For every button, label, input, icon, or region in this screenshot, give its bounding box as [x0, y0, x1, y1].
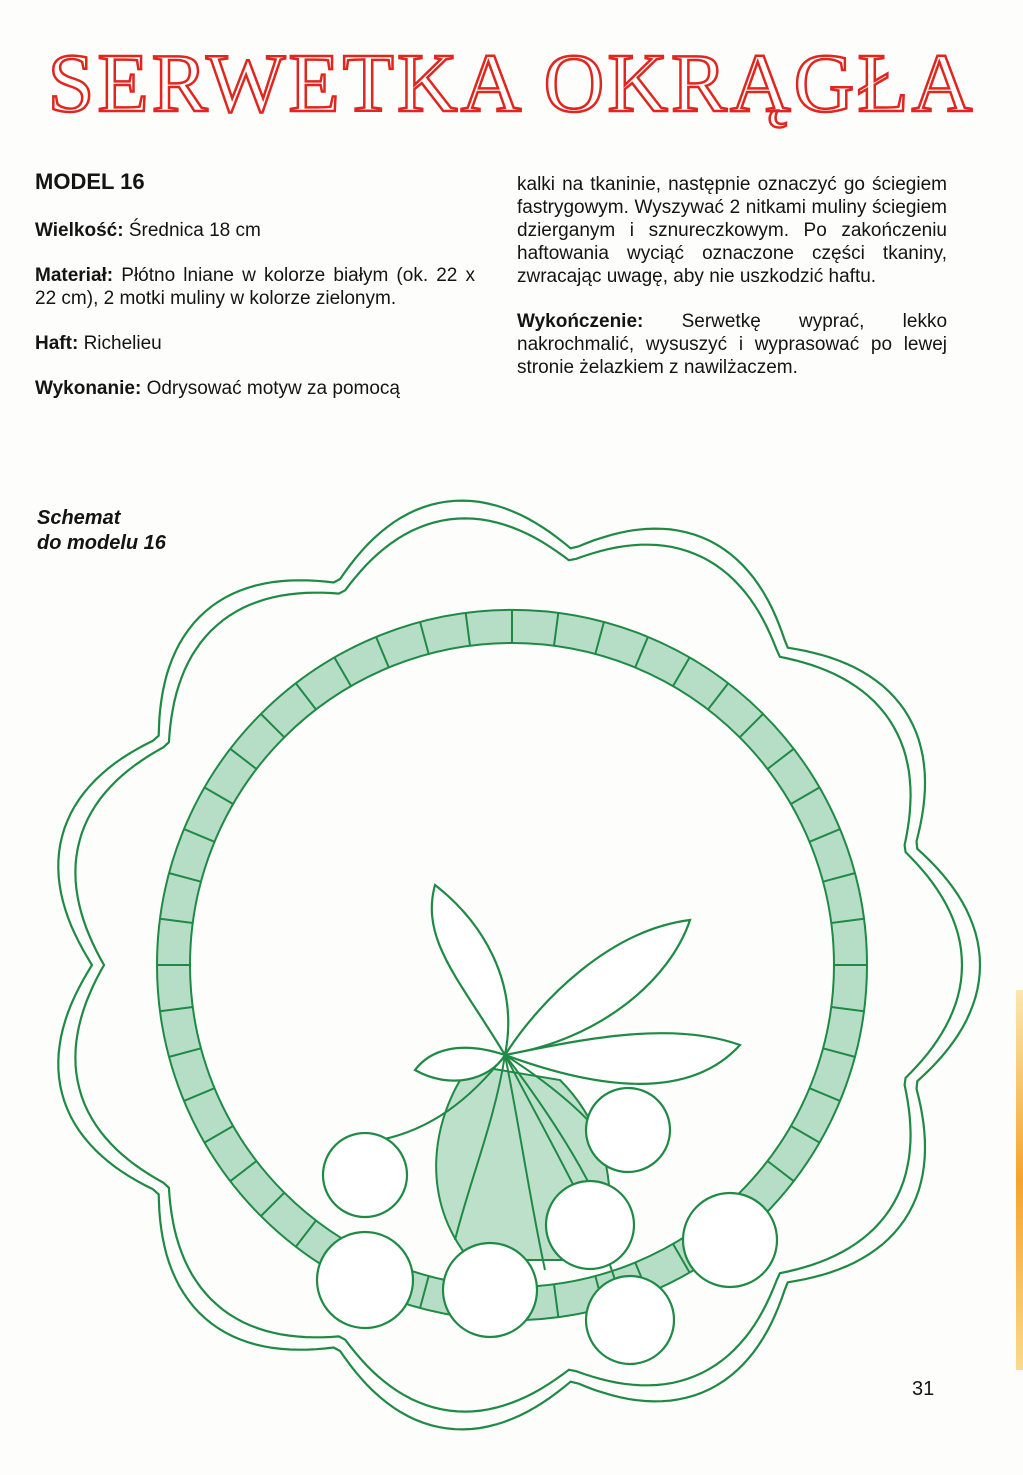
schema-caption-line2: do modelu 16 — [37, 532, 166, 554]
size-paragraph — [35, 219, 475, 242]
finishing-paragraph — [517, 310, 947, 379]
instructions-right-column — [517, 173, 947, 401]
size-label: Wielkość: — [35, 220, 124, 241]
page-title: SERWETKA OKRĄGŁA — [47, 37, 976, 130]
cherry — [546, 1181, 634, 1269]
cherry — [586, 1088, 670, 1172]
execution-continued-paragraph: kalki na tkaninie, następnie oznaczyć go ściegiem fastrygowym. Wyszywać 2 nitkami muliny ściegiem dzierganym i sznureczkowym. Po zakończeniu haftowania wyciąć oznaczone części tkaniny, zwracając uwagę, aby nie uszkodzić haftu. — [517, 174, 947, 287]
cherry — [683, 1193, 777, 1287]
embroidery-paragraph — [35, 332, 475, 355]
cherry — [323, 1133, 407, 1217]
model-heading: MODEL 16 — [35, 169, 145, 194]
size-value: Średnica 18 cm — [128, 220, 261, 241]
instructions-left-column — [35, 170, 475, 422]
cherry — [317, 1232, 413, 1328]
embroidery-value: Richelieu — [83, 333, 162, 354]
execution-paragraph — [35, 377, 475, 400]
schema-caption-line1: Schemat — [37, 507, 121, 529]
finishing-value: Serwetkę wyprać, lekko nakrochmalić, wysuszyć i wyprasować po lewej stronie żelazkiem z nawilżaczem. — [517, 311, 948, 378]
finishing-label: Wykończenie: — [517, 311, 644, 332]
page-number: 31 — [912, 1378, 935, 1400]
leaf-left — [432, 885, 508, 1055]
material-value: Płótno lniane w kolorze białym (ok. 22 x 22 cm), 2 motki muliny w kolorze zielonym. — [35, 265, 475, 309]
embroidery-label: Haft: — [35, 333, 79, 354]
cherry — [586, 1276, 674, 1364]
cherry — [443, 1243, 537, 1337]
execution-value-start: Odrysować motyw za pomocą — [146, 378, 400, 399]
embroidery-pattern-diagram — [0, 440, 1023, 1440]
material-label: Materiał: — [35, 265, 114, 286]
page-edge-tab — [1016, 990, 1023, 1370]
execution-label: Wykonanie: — [35, 378, 142, 399]
material-paragraph — [35, 264, 475, 310]
